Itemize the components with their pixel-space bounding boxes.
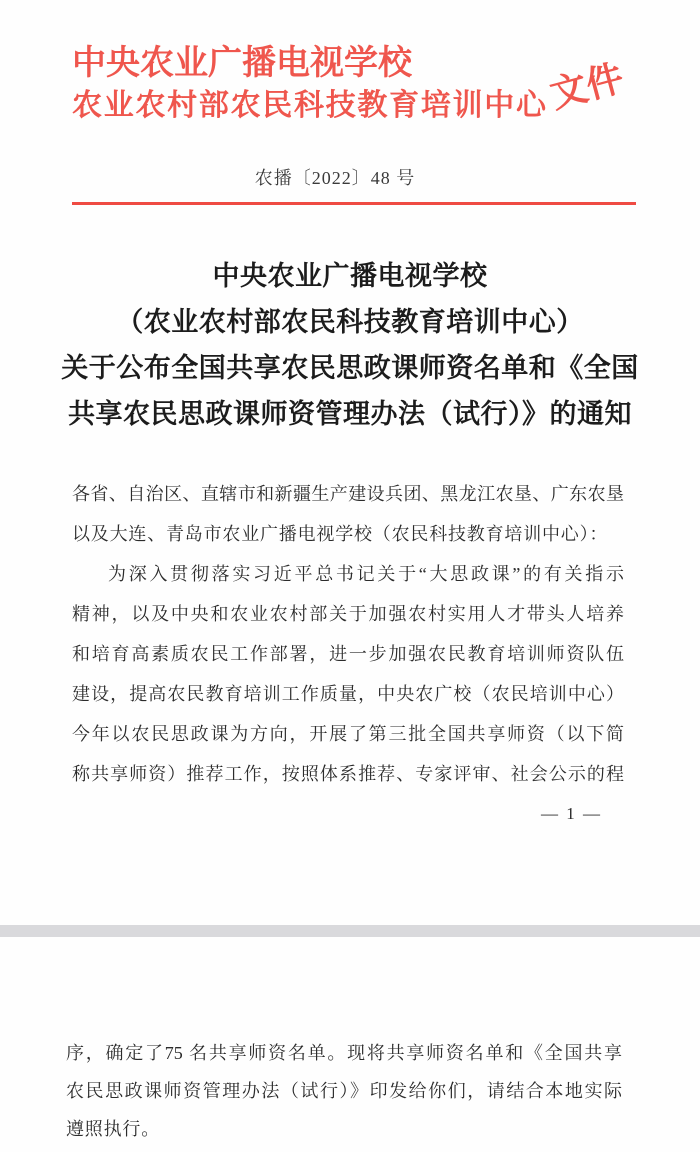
- title-line: （农业农村部农民科技教育培训中心）: [116, 307, 584, 337]
- doc-type-label: 文件: [546, 57, 629, 117]
- body-line: 建设，提高农民教育培训工作质量，中央农广校（农民培训中心）: [72, 684, 624, 704]
- page1-body: [72, 474, 624, 794]
- body-line: 为深入贯彻落实习近平总书记关于“大思政课”的有关指示: [108, 564, 624, 584]
- org-name-line2: 农业农村部农民科技教育培训中心: [72, 89, 546, 122]
- org-name-line1: 中央农业广播电视学校: [72, 45, 412, 82]
- title-line: 中央农业广播电视学校: [212, 261, 488, 291]
- body-line: 今年以农民思政课为方向，开展了第三批全国共享师资（以下简: [72, 724, 624, 744]
- page-number: — 1 —: [541, 804, 602, 823]
- document-title: [38, 253, 662, 437]
- page2-body: [66, 1034, 622, 1148]
- title-line: 共享农民思政课师资管理办法（试行）》的通知: [68, 399, 632, 429]
- body-line: 和培育高素质农民工作部署，进一步加强农民教育培训师资队伍: [72, 644, 624, 664]
- red-divider-line: [72, 202, 636, 205]
- doc-number: 农播〔2022〕48 号: [254, 168, 416, 188]
- body-line: 遵照执行。: [66, 1119, 160, 1139]
- body-line: 精神，以及中央和农业农村部关于加强农村实用人才带头人培养: [72, 604, 624, 624]
- body-line: 以及大连、青岛市农业广播电视学校（农民科技教育培训中心）：: [72, 524, 609, 544]
- body-line: 农民思政课师资管理办法（试行）》印发给你们，请结合本地实际: [66, 1081, 622, 1101]
- page-separator-band: [0, 925, 700, 937]
- title-line: 关于公布全国共享农民思政课师资名单和《全国: [61, 353, 639, 383]
- body-line: 称共享师资）推荐工作，按照体系推荐、专家评审、社会公示的程: [72, 764, 624, 784]
- body-line: 各省、自治区、直辖市和新疆生产建设兵团、黑龙江农垦、广东农垦: [72, 484, 624, 504]
- letterhead: [72, 44, 546, 124]
- body-line: 序，确定了75 名共享师资名单。现将共享师资名单和《全国共享: [66, 1043, 622, 1063]
